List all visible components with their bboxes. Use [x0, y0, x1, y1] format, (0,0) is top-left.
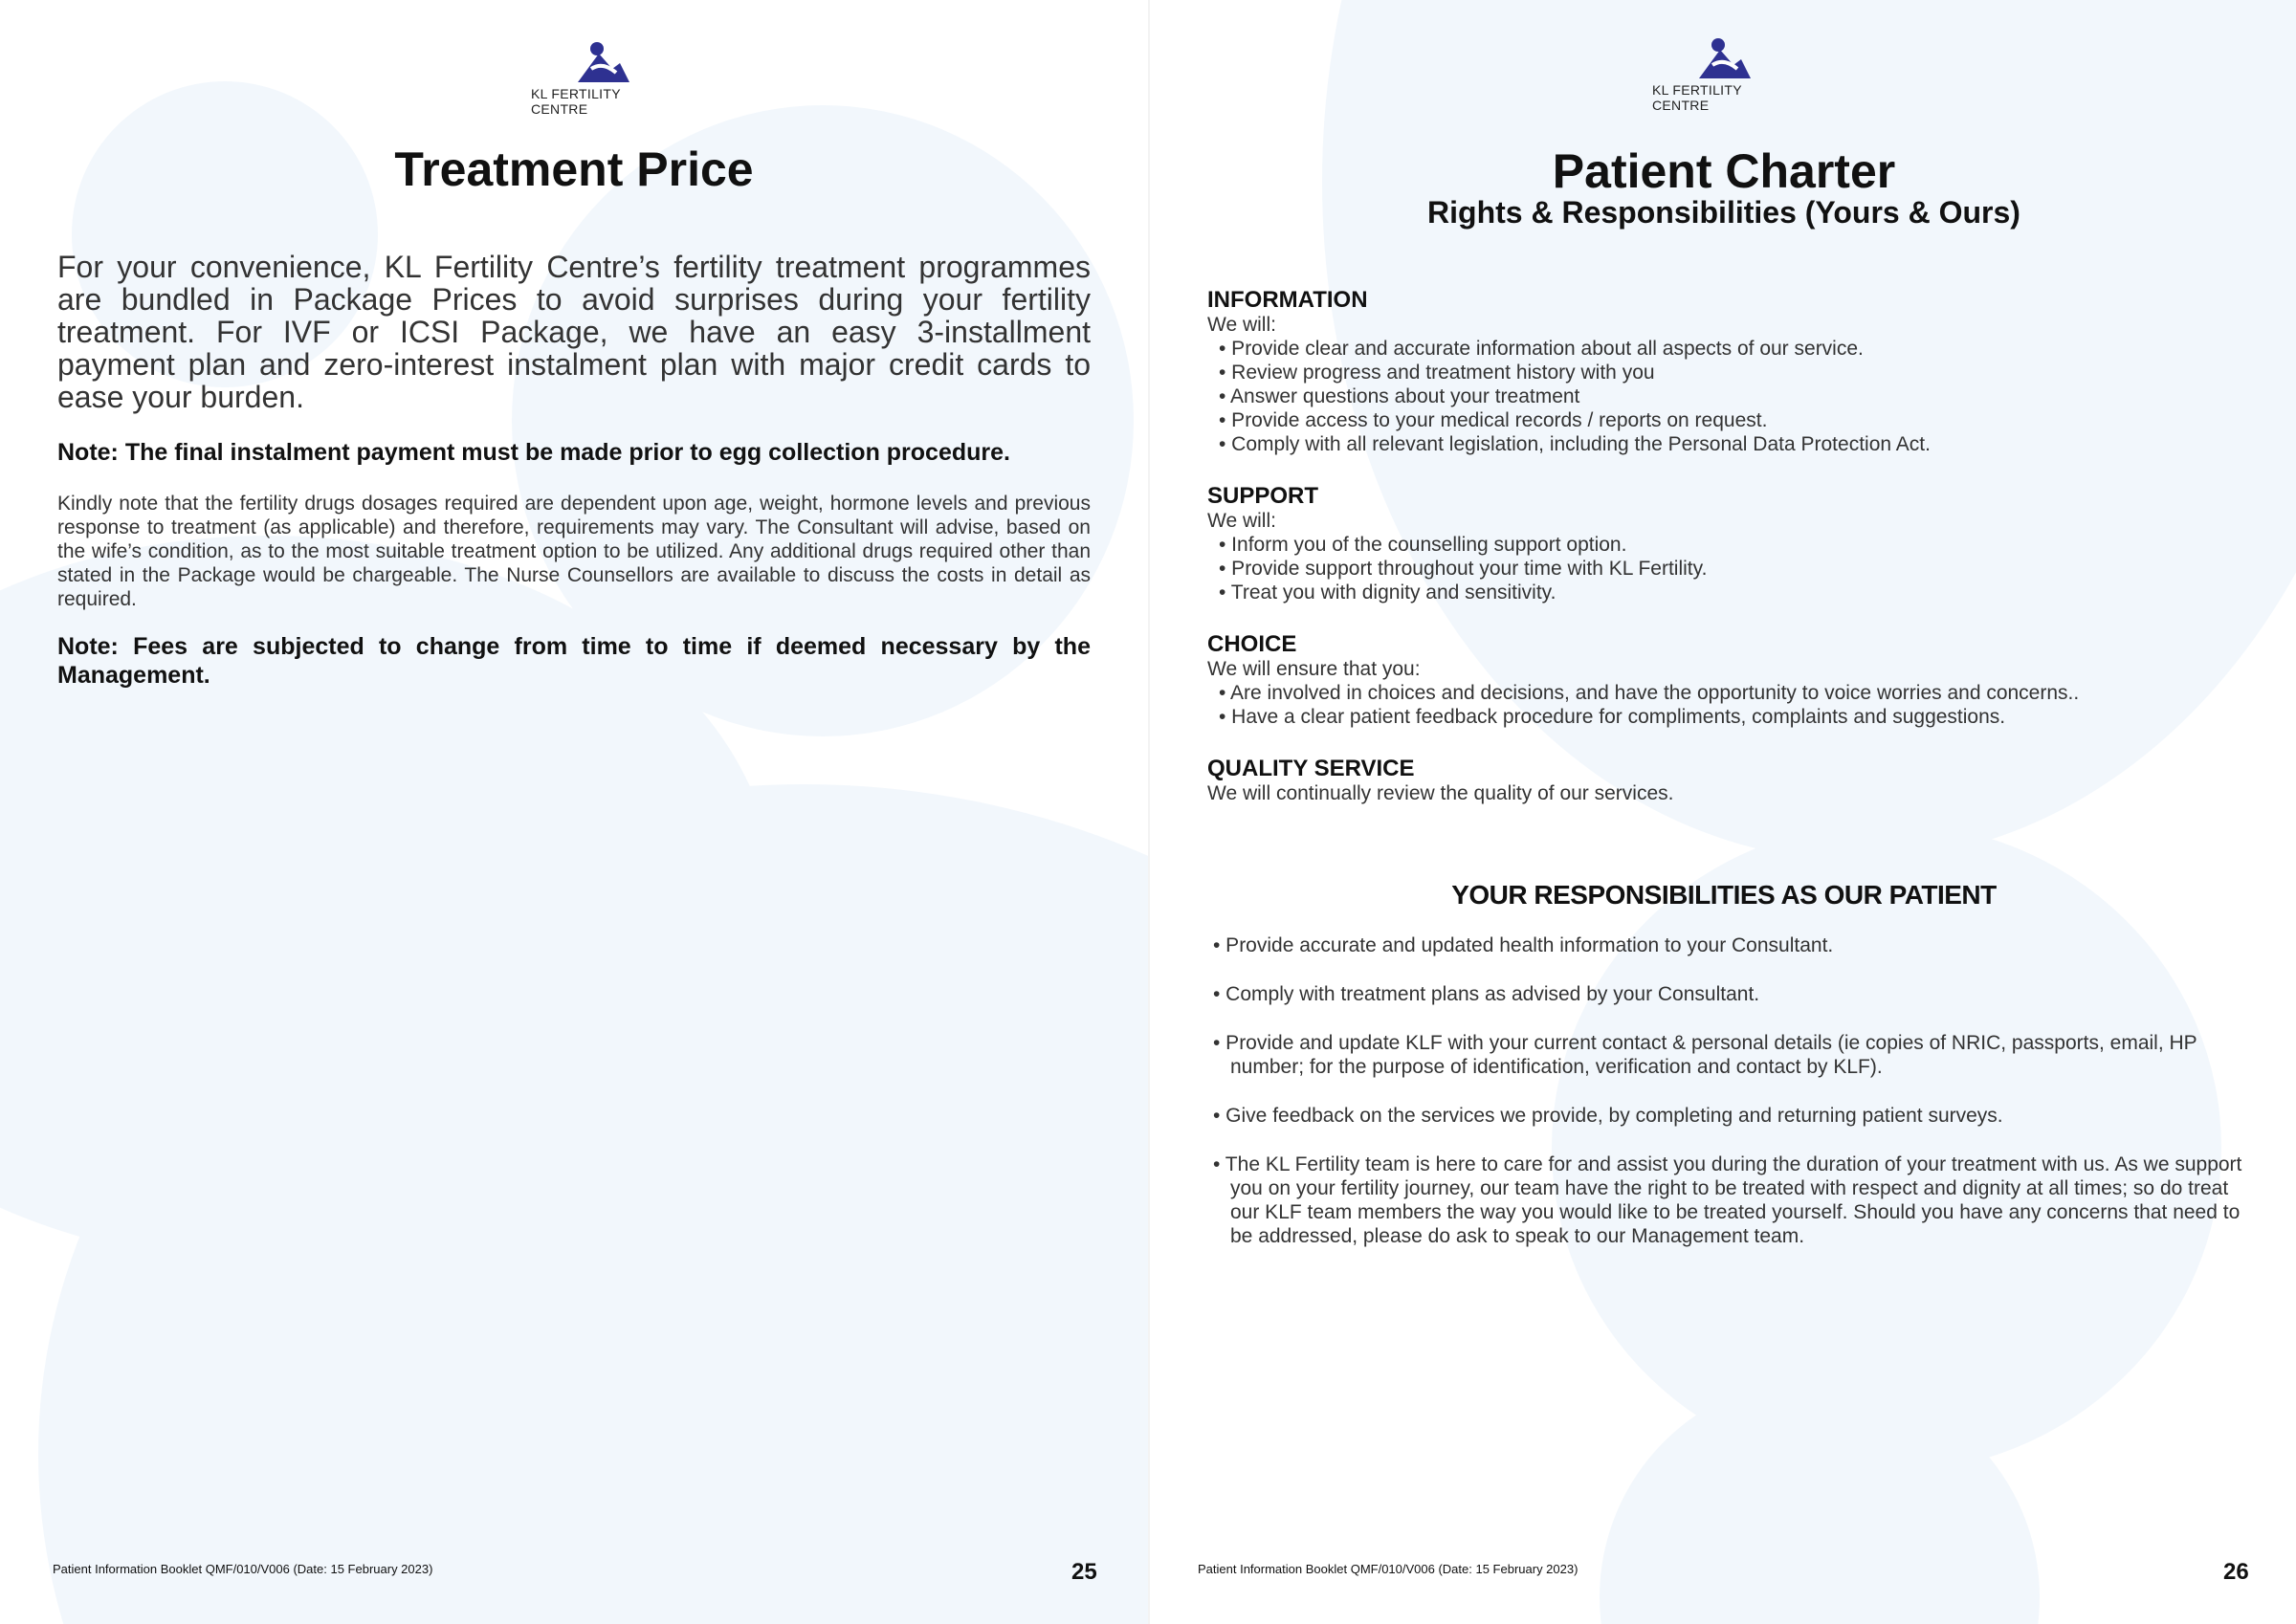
list-item: • Review progress and treatment history with you: [1219, 362, 1655, 384]
section-heading: QUALITY SERVICE: [1207, 756, 1415, 781]
section-quality-service: [1207, 756, 2260, 805]
list-item: • Provide support throughout your time with KL Fertility.: [1219, 558, 1708, 580]
kl-fertility-logo: [1652, 36, 1796, 113]
list-item: • Give feedback on the services we provide, by completing and returning patient surveys.: [1213, 1105, 2003, 1127]
section-information: [1207, 287, 2260, 456]
list-item: • Provide accurate and updated health information to your Consultant.: [1213, 934, 1834, 956]
section-choice: [1207, 631, 2260, 729]
list-item: • Inform you of the counselling support option.: [1219, 534, 1627, 556]
list-item: • Provide clear and accurate information about all aspects of our service.: [1219, 338, 1864, 360]
section-lead: We will ensure that you:: [1207, 658, 1421, 680]
footer-text: Patient Information Booklet QMF/010/V006 (Date: 15 February 2023): [53, 1562, 433, 1576]
section-lead: We will continually review the quality of our services.: [1207, 782, 1674, 804]
logo-text: KL FERTILITY CENTRE: [1652, 82, 1742, 113]
fees-note: Note: Fees are subjected to change from time to time if deemed necessary by the Management.: [57, 633, 1091, 689]
list-item: • Treat you with dignity and sensitivity.: [1219, 582, 1556, 604]
kl-fertility-logo: [531, 40, 674, 117]
logo-mark-icon: [574, 40, 631, 84]
instalment-note: Note: The final instalment payment must be made prior to egg collection procedure.: [57, 439, 1010, 466]
section-lead: We will:: [1207, 510, 1276, 532]
list-item: • Have a clear patient feedback procedure for compliments, complaints and suggestions.: [1219, 706, 2006, 728]
intro-paragraph: For your convenience, KL Fertility Centre’s fertility treatment programmes are bundled in Package Prices to avoid surprises during your fertility treatment. For IVF or ICSI Package, we have an easy 3-installment payment plan and zero-interest instalment plan with major credit cards to ease your burden.: [57, 250, 1091, 414]
section-support: [1207, 483, 2260, 604]
page-title: Treatment Price: [394, 143, 754, 196]
responsibilities-heading: YOUR RESPONSIBILITIES AS OUR PATIENT: [1451, 880, 1997, 910]
list-item: • Answer questions about your treatment: [1219, 385, 1580, 407]
section-heading: CHOICE: [1207, 631, 1297, 657]
list-item: • Comply with all relevant legislation, including the Personal Data Protection Act.: [1219, 433, 1931, 455]
list-item: • Are involved in choices and decisions, and have the opportunity to voice worries and concerns..: [1219, 682, 2080, 704]
footer-text: Patient Information Booklet QMF/010/V006 (Date: 15 February 2023): [1198, 1562, 1578, 1576]
page-number: 26: [2223, 1559, 2249, 1585]
list-item: • Comply with treatment plans as advised by your Consultant.: [1213, 983, 1760, 1005]
page-26: [1148, 0, 2296, 1624]
logo-text: KL FERTILITY CENTRE: [531, 86, 621, 117]
section-lead: We will:: [1207, 314, 1276, 336]
responsibilities-list: [1213, 933, 2256, 1273]
treatment-price-body: [57, 251, 1091, 690]
list-item: • Provide and update KLF with your current contact & personal details (ie copies of NRIC, passports, email, HP number; for the purpose of identification, verification and contact by KLF).: [1213, 1032, 2197, 1078]
list-item: • Provide access to your medical records / reports on request.: [1219, 409, 1768, 431]
page-title: Patient Charter: [1552, 144, 1896, 198]
section-heading: SUPPORT: [1207, 483, 1319, 509]
logo-mark-icon: [1695, 36, 1753, 80]
drugs-paragraph: Kindly note that the fertility drugs dosages required are dependent upon age, weight, hormone levels and previous response to treatment (as applicable) and therefore, requirements may vary. The Consultant will advise, based on the wife’s condition, as to the most suitable treatment option to be utilized. Any additional drugs required other than stated in the Package would be chargeable. The Nurse Counsellors are available to discuss the costs in detail as required.: [57, 493, 1091, 610]
page-number: 25: [1071, 1559, 1097, 1585]
list-item: • The KL Fertility team is here to care for and assist you during the duration of your treatment with us. As we support you on your fertility journey, our team have the right to be treated with respect and dignity at all times; so do treat our KLF team members the way you would like to be treated yourself. Should you have any concerns that need to be addressed, please do ask to speak to our Management team.: [1213, 1153, 2242, 1247]
section-heading: INFORMATION: [1207, 287, 1368, 313]
page-subtitle: Rights & Responsibilities (Yours & Ours): [1427, 195, 2020, 230]
